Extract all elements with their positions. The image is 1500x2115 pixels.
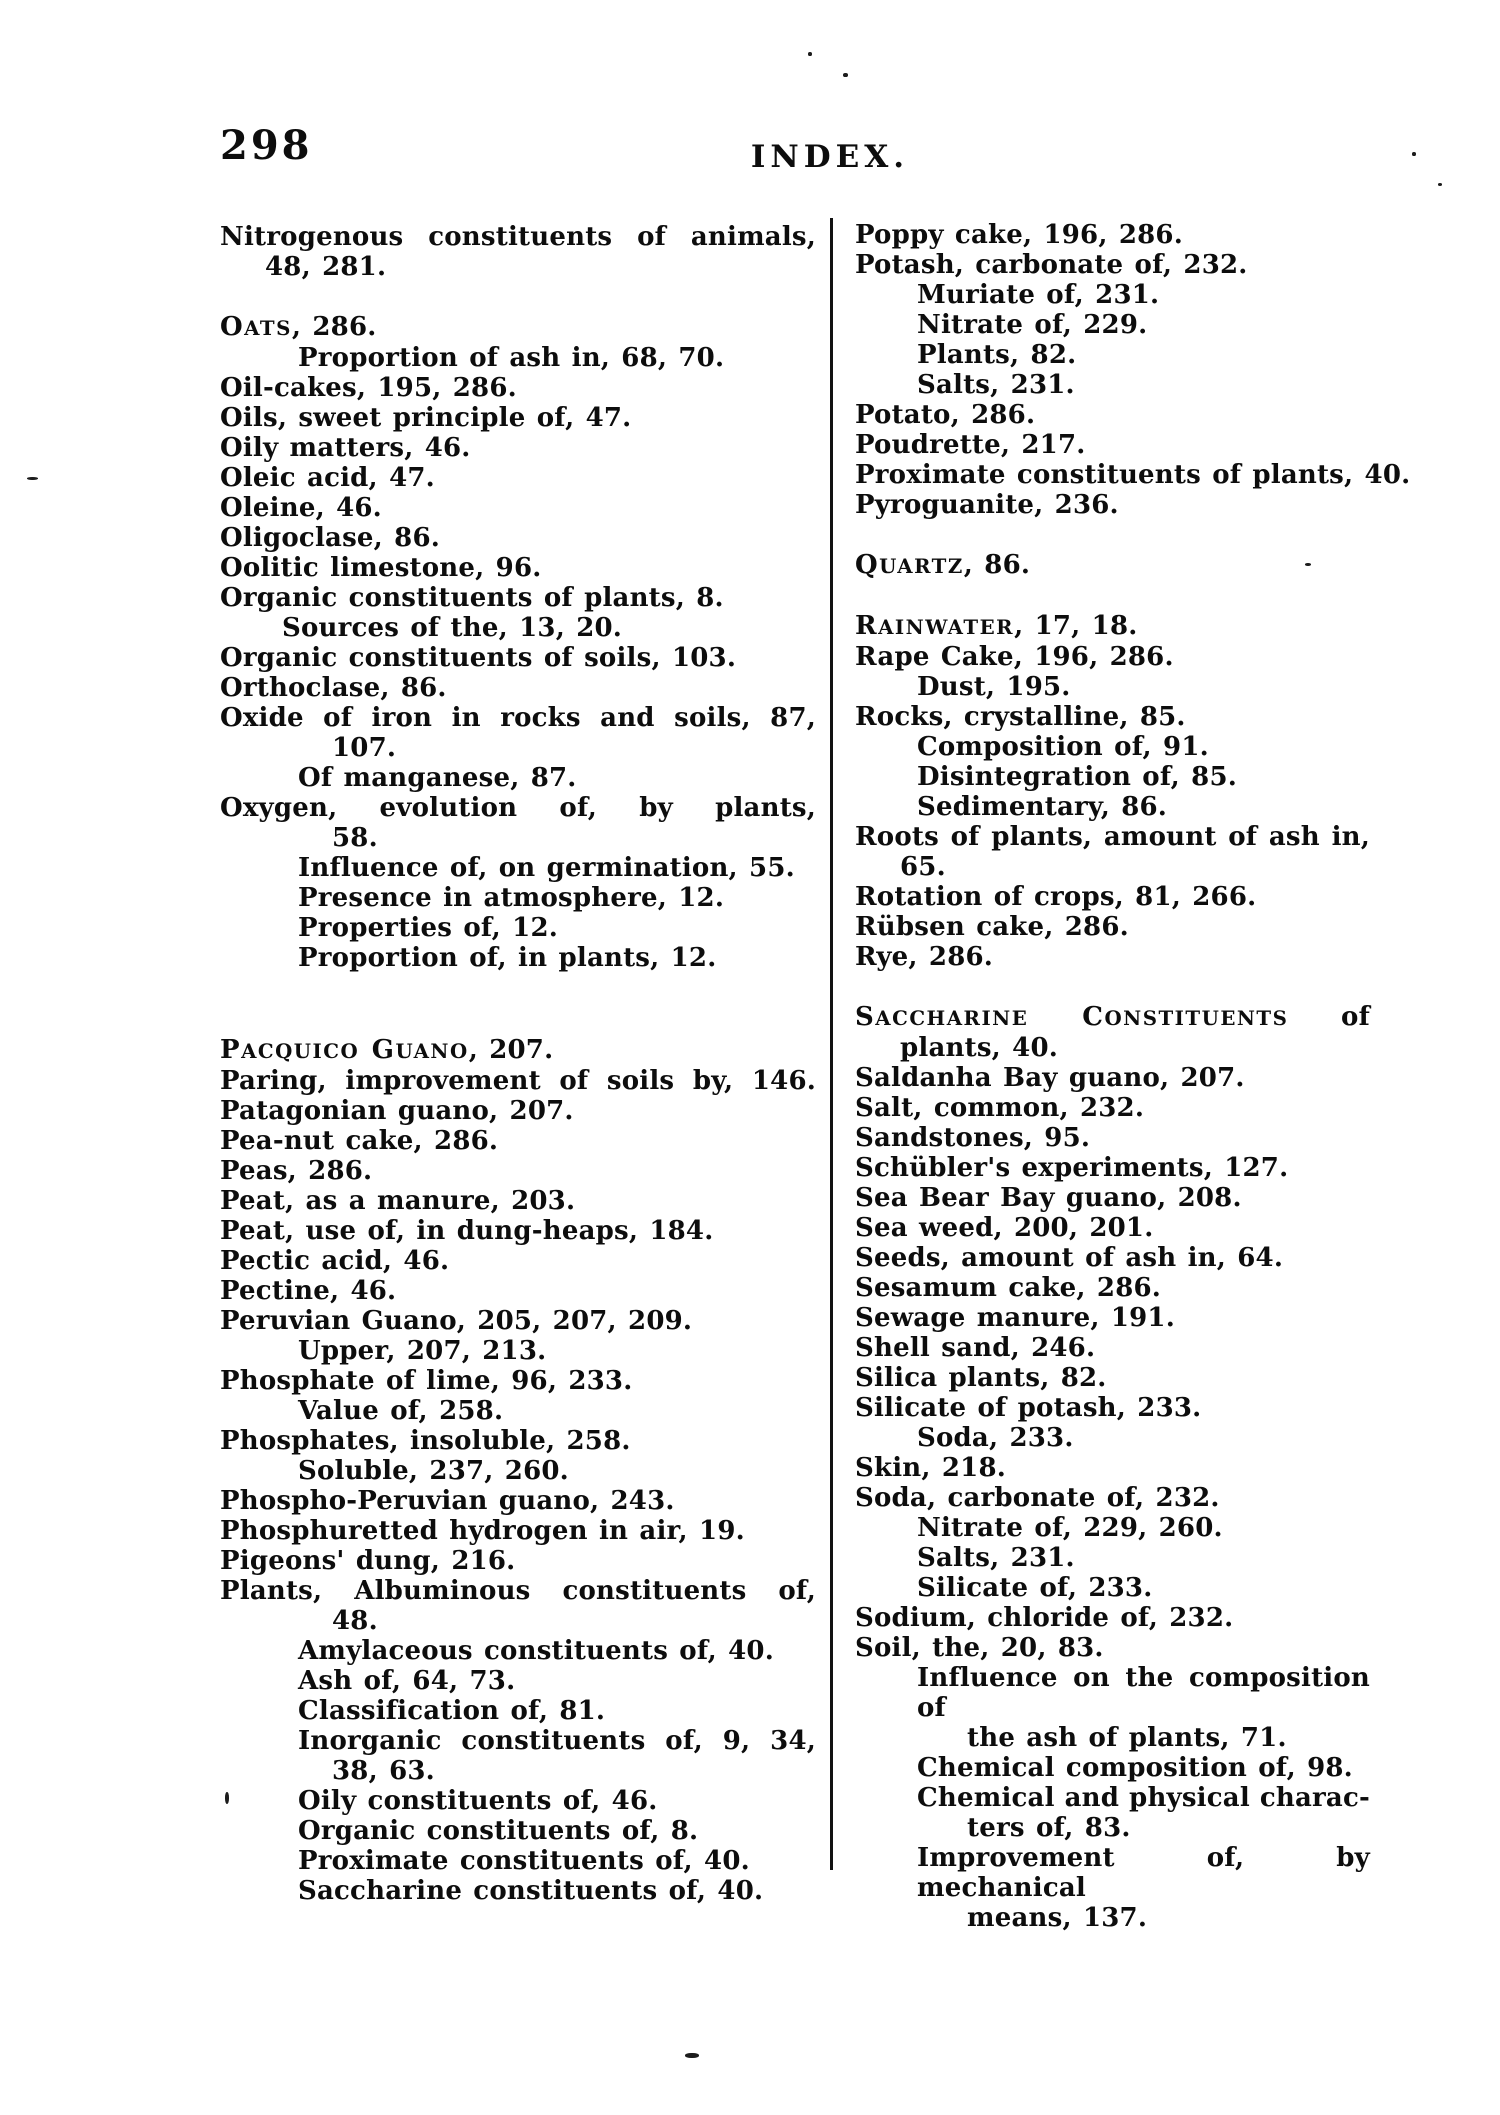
index-entry-line: Peat, use of, in dung-heaps, 184. — [220, 1216, 714, 1246]
index-entry-line: Nitrogenous constituents of animals, — [220, 222, 816, 252]
index-entry-line: 48, 281. — [265, 252, 387, 282]
index-entry-line: 38, 63. — [332, 1756, 435, 1786]
index-entry-line: OATS, 286. — [220, 312, 377, 342]
index-entry-line: Paring, improvement of soils by, 146. — [220, 1066, 816, 1096]
small-caps-text: RAINWATER — [855, 611, 1015, 641]
index-entry-line: Muriate of, 231. — [917, 280, 1160, 310]
index-entry-line: Soda, carbonate of, 232. — [855, 1483, 1220, 1513]
index-entry-line: Proportion of ash in, 68, 70. — [298, 343, 725, 373]
index-entry-line: Oleic acid, 47. — [220, 463, 435, 493]
index-column-left — [220, 222, 816, 1906]
index-entry-line: Phospho-Peruvian guano, 243. — [220, 1486, 675, 1516]
scan-speck — [225, 1792, 229, 1804]
index-entry-line: Rocks, crystalline, 85. — [855, 702, 1186, 732]
index-entry-line: Oily matters, 46. — [220, 433, 471, 463]
index-entry-line: Proximate constituents of plants, 40. — [855, 460, 1411, 490]
scan-speck — [1305, 563, 1311, 566]
index-entry-line: Patagonian guano, 207. — [220, 1096, 574, 1126]
index-entry-line: Sea weed, 200, 201. — [855, 1213, 1154, 1243]
index-column-right — [855, 220, 1411, 1933]
index-entry-line: Oleine, 46. — [220, 493, 382, 523]
index-entry-line: Improvement of, by mechanical — [917, 1843, 1370, 1903]
index-entry-line: Ash of, 64, 73. — [298, 1666, 516, 1696]
index-entry-line: 65. — [900, 852, 946, 882]
scan-speck — [808, 52, 812, 56]
index-entry-line: Oxide of iron in rocks and soils, 87, — [220, 703, 816, 733]
index-entry-line: SACCHARINE CONSTITUENTS of — [855, 1002, 1370, 1032]
index-entry-line: Value of, 258. — [298, 1396, 504, 1426]
index-entry-line: Pea-nut cake, 286. — [220, 1126, 499, 1156]
index-entry-line: Silica plants, 82. — [855, 1363, 1107, 1393]
index-entry-line: Organic constituents of soils, 103. — [220, 643, 737, 673]
index-entry-line: 58. — [332, 823, 378, 853]
index-entry-line: Classification of, 81. — [298, 1696, 606, 1726]
index-entry-line: the ash of plants, 71. — [967, 1723, 1287, 1753]
index-entry-line: Oligoclase, 86. — [220, 523, 440, 553]
index-entry-line: Salt, common, 232. — [855, 1093, 1145, 1123]
index-entry-line: Pyroguanite, 236. — [855, 490, 1119, 520]
index-entry-line: Chemical composition of, 98. — [917, 1753, 1353, 1783]
index-entry-line: 107. — [332, 733, 397, 763]
index-entry-line: plants, 40. — [900, 1033, 1058, 1063]
column-divider-rule — [830, 218, 833, 1870]
index-entry-line: QUARTZ, 86. — [855, 550, 1031, 580]
index-entry-line: Inorganic constituents of, 9, 34, — [298, 1726, 816, 1756]
index-entry-line: Salts, 231. — [917, 370, 1075, 400]
index-entry-line: Sources of the, 13, 20. — [282, 613, 623, 643]
scan-speck — [685, 2053, 699, 2058]
index-entry-line: Sedimentary, 86. — [917, 792, 1168, 822]
index-entry-line: Soil, the, 20, 83. — [855, 1633, 1104, 1663]
index-entry-line: ters of, 83. — [967, 1813, 1131, 1843]
index-entry-line: Poppy cake, 196, 286. — [855, 220, 1183, 250]
scan-speck — [1438, 183, 1442, 186]
index-entry-line: Soluble, 237, 260. — [298, 1456, 569, 1486]
index-entry-line: Silicate of potash, 233. — [855, 1393, 1202, 1423]
small-caps-text: SACCHARINE CONSTITUENTS — [855, 1002, 1289, 1032]
index-entry-line: Shell sand, 246. — [855, 1333, 1096, 1363]
index-entry-line: Plants, 82. — [917, 340, 1077, 370]
page-number: 298 — [220, 122, 313, 169]
index-entry-line: Sewage manure, 191. — [855, 1303, 1175, 1333]
index-entry-line: Nitrate of, 229. — [917, 310, 1148, 340]
index-entry-line: means, 137. — [967, 1903, 1148, 1933]
index-entry-line: Dust, 195. — [917, 672, 1071, 702]
small-caps-text: QUARTZ — [855, 550, 964, 580]
index-entry-line: Sodium, chloride of, 232. — [855, 1603, 1234, 1633]
index-entry-line: Amylaceous constituents of, 40. — [298, 1636, 774, 1666]
index-entry-line: Rotation of crops, 81, 266. — [855, 882, 1257, 912]
index-entry-line: Proportion of, in plants, 12. — [298, 943, 717, 973]
index-entry-line: Of manganese, 87. — [298, 763, 577, 793]
index-entry-line: Soda, 233. — [917, 1423, 1074, 1453]
page-title: INDEX. — [750, 139, 910, 175]
index-entry-line: Saldanha Bay guano, 207. — [855, 1063, 1245, 1093]
index-entry-line: Sea Bear Bay guano, 208. — [855, 1183, 1242, 1213]
index-entry-line: Poudrette, 217. — [855, 430, 1086, 460]
index-entry-line: Saccharine constituents of, 40. — [298, 1876, 764, 1906]
index-entry-line: Presence in atmosphere, 12. — [298, 883, 725, 913]
index-entry-line: Peruvian Guano, 205, 207, 209. — [220, 1306, 693, 1336]
index-entry-line: Peat, as a manure, 203. — [220, 1186, 576, 1216]
index-entry-line: Rübsen cake, 286. — [855, 912, 1129, 942]
index-entry-line: Phosphate of lime, 96, 233. — [220, 1366, 633, 1396]
index-entry-line: Sesamum cake, 286. — [855, 1273, 1162, 1303]
index-entry-line: Oils, sweet principle of, 47. — [220, 403, 632, 433]
scan-speck — [27, 477, 38, 480]
index-entry-line: Disintegration of, 85. — [917, 762, 1237, 792]
index-entry-line: Skin, 218. — [855, 1453, 1006, 1483]
index-entry-line: Rape Cake, 196, 286. — [855, 642, 1174, 672]
index-entry-line: Nitrate of, 229, 260. — [917, 1513, 1223, 1543]
index-entry-line: Oily constituents of, 46. — [298, 1786, 658, 1816]
index-entry-line: Organic constituents of plants, 8. — [220, 583, 724, 613]
index-entry-line: Rye, 286. — [855, 942, 994, 972]
index-entry-line: Silicate of, 233. — [917, 1573, 1153, 1603]
index-entry-line: Oxygen, evolution of, by plants, — [220, 793, 816, 823]
index-entry-line: Organic constituents of, 8. — [298, 1816, 699, 1846]
scan-speck — [1412, 152, 1416, 156]
index-entry-line: Pectic acid, 46. — [220, 1246, 450, 1276]
index-entry-line: Composition of, 91. — [917, 732, 1209, 762]
index-entry-line: Potato, 286. — [855, 400, 1036, 430]
index-entry-line: Pectine, 46. — [220, 1276, 397, 1306]
index-entry-line: Peas, 286. — [220, 1156, 373, 1186]
index-entry-line: Chemical and physical charac- — [917, 1783, 1370, 1813]
index-entry-line: 48. — [332, 1606, 378, 1636]
index-entry-line: Salts, 231. — [917, 1543, 1075, 1573]
small-caps-text: OATS — [220, 312, 292, 342]
index-entry-line: Phosphuretted hydrogen in air, 19. — [220, 1516, 745, 1546]
index-entry-line: Seeds, amount of ash in, 64. — [855, 1243, 1284, 1273]
index-entry-line: Oil-cakes, 195, 286. — [220, 373, 517, 403]
index-entry-line: Upper, 207, 213. — [298, 1336, 547, 1366]
index-entry-line: Pigeons' dung, 216. — [220, 1546, 516, 1576]
index-entry-line: Oolitic limestone, 96. — [220, 553, 542, 583]
index-entry-line: RAINWATER, 17, 18. — [855, 611, 1138, 641]
index-entry-line: Potash, carbonate of, 232. — [855, 250, 1248, 280]
index-entry-line: Influence on the composition of — [917, 1663, 1370, 1723]
index-entry-line: Roots of plants, amount of ash in, — [855, 822, 1370, 852]
index-entry-line: Orthoclase, 86. — [220, 673, 447, 703]
index-entry-line: Properties of, 12. — [298, 913, 559, 943]
index-entry-line: Schübler's experiments, 127. — [855, 1153, 1289, 1183]
index-entry-line: Influence of, on germination, 55. — [298, 853, 795, 883]
index-entry-line: Phosphates, insoluble, 258. — [220, 1426, 631, 1456]
scan-speck — [843, 73, 848, 77]
small-caps-text: PACQUICO GUANO — [220, 1035, 469, 1065]
index-entry-line: Sandstones, 95. — [855, 1123, 1091, 1153]
index-entry-line: Plants, Albuminous constituents of, — [220, 1576, 816, 1606]
index-entry-line: Proximate constituents of, 40. — [298, 1846, 750, 1876]
index-entry-line: PACQUICO GUANO, 207. — [220, 1035, 554, 1065]
